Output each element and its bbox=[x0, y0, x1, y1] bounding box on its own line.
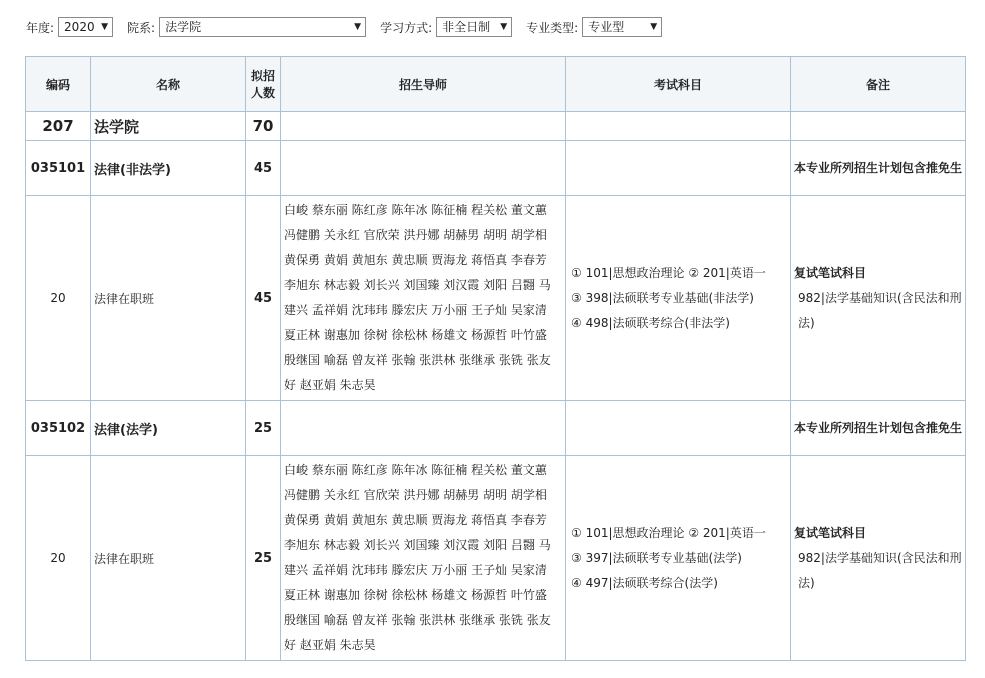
department-select-value: 法学院 bbox=[165, 20, 202, 34]
direction-name: 法律在职班 bbox=[91, 196, 246, 401]
direction-name: 法律在职班 bbox=[91, 456, 246, 661]
study-mode-label: 学习方式: bbox=[380, 20, 433, 35]
advisor-list: 白峻 蔡东丽 陈红彦 陈年冰 陈征楠 程关松 董文蕙 冯健鹏 关永红 官欣荣 洪丹娜 胡赫男 胡明 胡学相 黄保勇 黄娟 黄旭东 黄忠顺 贾海龙 蒋悟真 李春芳 李旭东 林志毅 刘长兴 刘国臻 刘汉霞 刘阳 吕翾 马建兴 孟祥娟 沈玮玮 滕宏庆 万小丽 王子灿 吴家清 夏正林 谢惠加 徐树 徐松林 杨雄文 杨源哲 叶竹盛 殷继国 喻磊 曾友祥 张翰 张洪林 张继承 张铣 张友好 赵亚娟 朱志昊 bbox=[281, 196, 566, 401]
exam-line-2: ③ 397|法硕联考专业基础(法学) bbox=[571, 550, 742, 565]
major-name: 法律(法学) bbox=[91, 401, 246, 456]
dept-name: 法学院 bbox=[91, 112, 246, 141]
major-type-select[interactable] bbox=[582, 17, 662, 37]
major-note: 本专业所列招生计划包含推免生 bbox=[791, 141, 966, 196]
header-quota bbox=[246, 57, 281, 112]
header-code: 编码 bbox=[26, 57, 91, 112]
direction-note bbox=[791, 196, 966, 401]
header-quota-line2: 人数 bbox=[250, 86, 275, 100]
enrollment-table bbox=[25, 56, 966, 661]
major-code: 035102 bbox=[26, 401, 91, 456]
exam-line-3: ④ 498|法硕联考综合(非法学) bbox=[571, 315, 730, 330]
direction-quota: 25 bbox=[246, 456, 281, 661]
direction-row bbox=[26, 196, 966, 401]
direction-code: 20 bbox=[26, 456, 91, 661]
header-notes: 备注 bbox=[791, 57, 966, 112]
note-body: 982|法学基础知识(含民法和刑法) bbox=[798, 290, 962, 330]
exam-subjects bbox=[566, 196, 791, 401]
header-exam: 考试科目 bbox=[566, 57, 791, 112]
chevron-down-icon: ▼ bbox=[354, 22, 362, 32]
note-title: 复试笔试科目 bbox=[794, 525, 867, 540]
note-title: 复试笔试科目 bbox=[794, 265, 867, 280]
direction-row bbox=[26, 456, 966, 661]
year-label: 年度: bbox=[26, 20, 55, 35]
major-type-label: 专业类型: bbox=[526, 20, 579, 35]
header-name: 名称 bbox=[91, 57, 246, 112]
header-advisors: 招生导师 bbox=[281, 57, 566, 112]
major-row bbox=[26, 401, 966, 456]
table-header-row bbox=[26, 57, 966, 112]
direction-note bbox=[791, 456, 966, 661]
dept-code: 207 bbox=[26, 112, 91, 141]
filter-bar bbox=[26, 14, 662, 40]
chevron-down-icon: ▼ bbox=[101, 22, 109, 32]
exam-line-2: ③ 398|法硕联考专业基础(非法学) bbox=[571, 290, 754, 305]
dept-quota: 70 bbox=[246, 112, 281, 141]
exam-subjects bbox=[566, 456, 791, 661]
direction-quota: 45 bbox=[246, 196, 281, 401]
note-body: 982|法学基础知识(含民法和刑法) bbox=[798, 550, 962, 590]
major-note: 本专业所列招生计划包含推免生 bbox=[791, 401, 966, 456]
major-type-select-value: 专业型 bbox=[588, 20, 625, 34]
major-row bbox=[26, 141, 966, 196]
study-mode-select-value: 非全日制 bbox=[442, 20, 491, 34]
chevron-down-icon: ▼ bbox=[650, 22, 658, 32]
year-select[interactable] bbox=[58, 17, 113, 37]
department-row bbox=[26, 112, 966, 141]
major-name: 法律(非法学) bbox=[91, 141, 246, 196]
department-label: 院系: bbox=[127, 20, 156, 35]
direction-code: 20 bbox=[26, 196, 91, 401]
exam-line-1: ① 101|思想政治理论 ② 201|英语一 bbox=[571, 525, 766, 540]
major-quota: 25 bbox=[246, 401, 281, 456]
department-select[interactable] bbox=[159, 17, 366, 37]
major-code: 035101 bbox=[26, 141, 91, 196]
advisor-list: 白峻 蔡东丽 陈红彦 陈年冰 陈征楠 程关松 董文蕙 冯健鹏 关永红 官欣荣 洪丹娜 胡赫男 胡明 胡学相 黄保勇 黄娟 黄旭东 黄忠顺 贾海龙 蒋悟真 李春芳 李旭东 林志毅 刘长兴 刘国臻 刘汉霞 刘阳 吕翾 马建兴 孟祥娟 沈玮玮 滕宏庆 万小丽 王子灿 吴家清 夏正林 谢惠加 徐树 徐松林 杨雄文 杨源哲 叶竹盛 殷继国 喻磊 曾友祥 张翰 张洪林 张继承 张铣 张友好 赵亚娟 朱志昊 bbox=[281, 456, 566, 661]
study-mode-select[interactable] bbox=[436, 17, 512, 37]
header-quota-line1: 拟招 bbox=[250, 69, 275, 83]
year-select-value: 2020 bbox=[64, 20, 95, 34]
exam-line-1: ① 101|思想政治理论 ② 201|英语一 bbox=[571, 265, 766, 280]
chevron-down-icon: ▼ bbox=[500, 22, 508, 32]
exam-line-3: ④ 497|法硕联考综合(法学) bbox=[571, 575, 718, 590]
major-quota: 45 bbox=[246, 141, 281, 196]
